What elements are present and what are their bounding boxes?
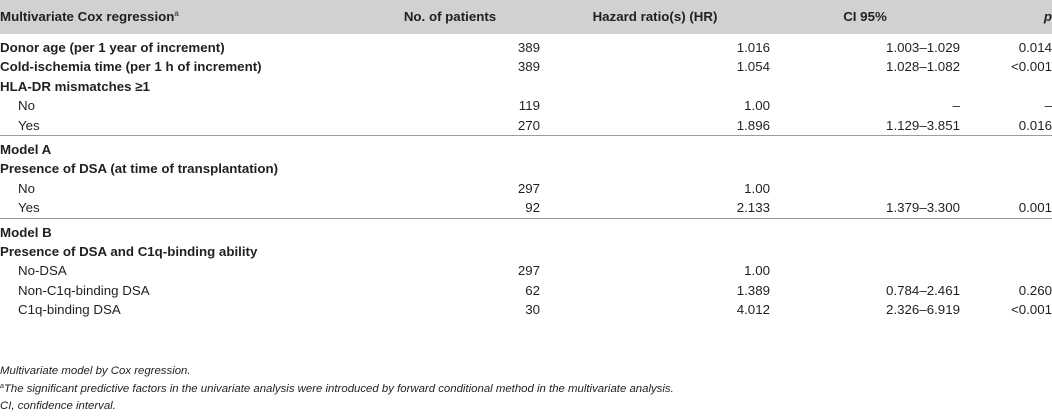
cell-ci: 1.028–1.082 [886, 59, 960, 75]
cell-hazard-ratio: 1.896 [736, 117, 770, 133]
row-label: Cold-ischemia time (per 1 h of increment) [0, 59, 262, 75]
table-row [0, 218, 1052, 242]
header-patients: No. of patients [403, 9, 497, 24]
header-ci: CI 95% [843, 9, 887, 24]
table-row [0, 34, 1052, 57]
cell-ci [770, 179, 960, 198]
cell-patients: 297 [517, 263, 540, 279]
cell-ci [770, 261, 960, 280]
cell-p-value [960, 242, 1052, 261]
cell-p-value: – [1044, 98, 1052, 114]
cell-patients: 297 [517, 180, 540, 196]
cell-patients [360, 159, 540, 178]
cell-p-value [960, 136, 1052, 160]
cell-patients: 270 [517, 117, 540, 133]
cell-hazard-ratio: 1.00 [744, 263, 770, 279]
cell-patients [360, 242, 540, 261]
cell-patients [360, 77, 540, 96]
cell-p-value: <0.001 [1010, 302, 1052, 318]
row-label: Non-C1q-binding DSA [18, 282, 150, 298]
row-label: No-DSA [18, 263, 67, 279]
cell-hazard-ratio: 4.012 [736, 302, 770, 318]
table-row [0, 57, 1052, 76]
row-label: Yes [18, 200, 40, 216]
header-hazard-ratio: Hazard ratio(s) (HR) [592, 9, 718, 24]
cell-hazard-ratio: 1.054 [736, 59, 770, 75]
cell-hazard-ratio: 1.00 [744, 98, 770, 114]
cell-ci: 2.326–6.919 [886, 302, 960, 318]
cell-hazard-ratio [540, 77, 770, 96]
header-regression: Multivariate Cox regression$^a$ [0, 9, 179, 24]
row-label: Model A [0, 136, 360, 160]
cell-ci: 1.379–3.300 [886, 200, 960, 216]
cell-patients [360, 136, 540, 160]
cell-p-value [960, 179, 1052, 198]
cell-p-value [960, 77, 1052, 96]
cell-p-value: 0.016 [1018, 117, 1052, 133]
cell-hazard-ratio [540, 159, 770, 178]
cell-hazard-ratio [540, 242, 770, 261]
cell-ci [770, 159, 960, 178]
table-row [0, 96, 1052, 115]
cell-patients [360, 218, 540, 242]
row-label: Presence of DSA (at time of transplantation) [0, 161, 279, 177]
footnote-marker-a: a [174, 9, 179, 18]
cell-hazard-ratio: 1.389 [736, 282, 770, 298]
header-row [0, 0, 1052, 34]
cell-patients: 62 [525, 282, 540, 298]
cell-ci [770, 242, 960, 261]
cell-patients: 389 [517, 40, 540, 55]
footnote-a [0, 381, 1052, 399]
cell-hazard-ratio [540, 218, 770, 242]
row-label: No [18, 180, 35, 196]
table-row [0, 300, 1052, 319]
cell-p-value: <0.001 [1010, 59, 1052, 75]
cell-hazard-ratio: 1.00 [744, 180, 770, 196]
cell-p-value: 0.260 [1018, 282, 1052, 298]
table-row [0, 261, 1052, 280]
table-row [0, 77, 1052, 96]
footnote-a-text: The significant predictive factors in the univariate analysis were introduced by forward conditional method in the multivariate analysis. [3, 382, 674, 395]
cell-ci [770, 77, 960, 96]
cell-hazard-ratio: 2.133 [736, 200, 770, 216]
header-p-value: p [1043, 9, 1052, 24]
table-row [0, 198, 1052, 218]
table-header [0, 0, 1052, 34]
table-row [0, 242, 1052, 261]
row-label: HLA-DR mismatches ≥1 [0, 78, 150, 94]
table-footnotes [0, 363, 1052, 416]
row-label: C1q-binding DSA [18, 302, 121, 318]
table-row [0, 136, 1052, 160]
cell-ci [770, 218, 960, 242]
row-label: Presence of DSA and C1q-binding ability [0, 244, 258, 260]
table-row [0, 179, 1052, 198]
cell-ci: 0.784–2.461 [886, 282, 960, 298]
cell-ci: 1.129–3.851 [886, 117, 960, 133]
footnote-model: Multivariate model by Cox regression. [0, 365, 191, 377]
cell-hazard-ratio: 1.016 [736, 40, 770, 55]
row-label: No [18, 98, 35, 114]
table-body [0, 34, 1052, 320]
cell-ci [770, 136, 960, 160]
table-row [0, 159, 1052, 178]
cell-p-value [960, 218, 1052, 242]
cell-patients: 119 [518, 98, 540, 114]
cell-p-value [960, 159, 1052, 178]
row-label: Yes [18, 117, 40, 133]
cell-ci: – [952, 98, 960, 114]
cell-p-value: 0.014 [1018, 40, 1052, 55]
footnote-a-marker: a [0, 382, 4, 390]
table-row [0, 116, 1052, 136]
cell-hazard-ratio [540, 136, 770, 160]
cell-p-value [960, 261, 1052, 280]
cell-patients: 92 [525, 200, 540, 216]
footnote-ci: CI, confidence interval. [0, 400, 116, 412]
cell-patients: 389 [517, 59, 540, 75]
row-label: Donor age (per 1 year of increment) [0, 40, 225, 55]
row-label: Model B [0, 218, 360, 242]
cell-p-value: 0.001 [1018, 200, 1052, 216]
cell-ci: 1.003–1.029 [886, 40, 960, 55]
cell-patients: 30 [525, 302, 540, 318]
table-row [0, 281, 1052, 300]
